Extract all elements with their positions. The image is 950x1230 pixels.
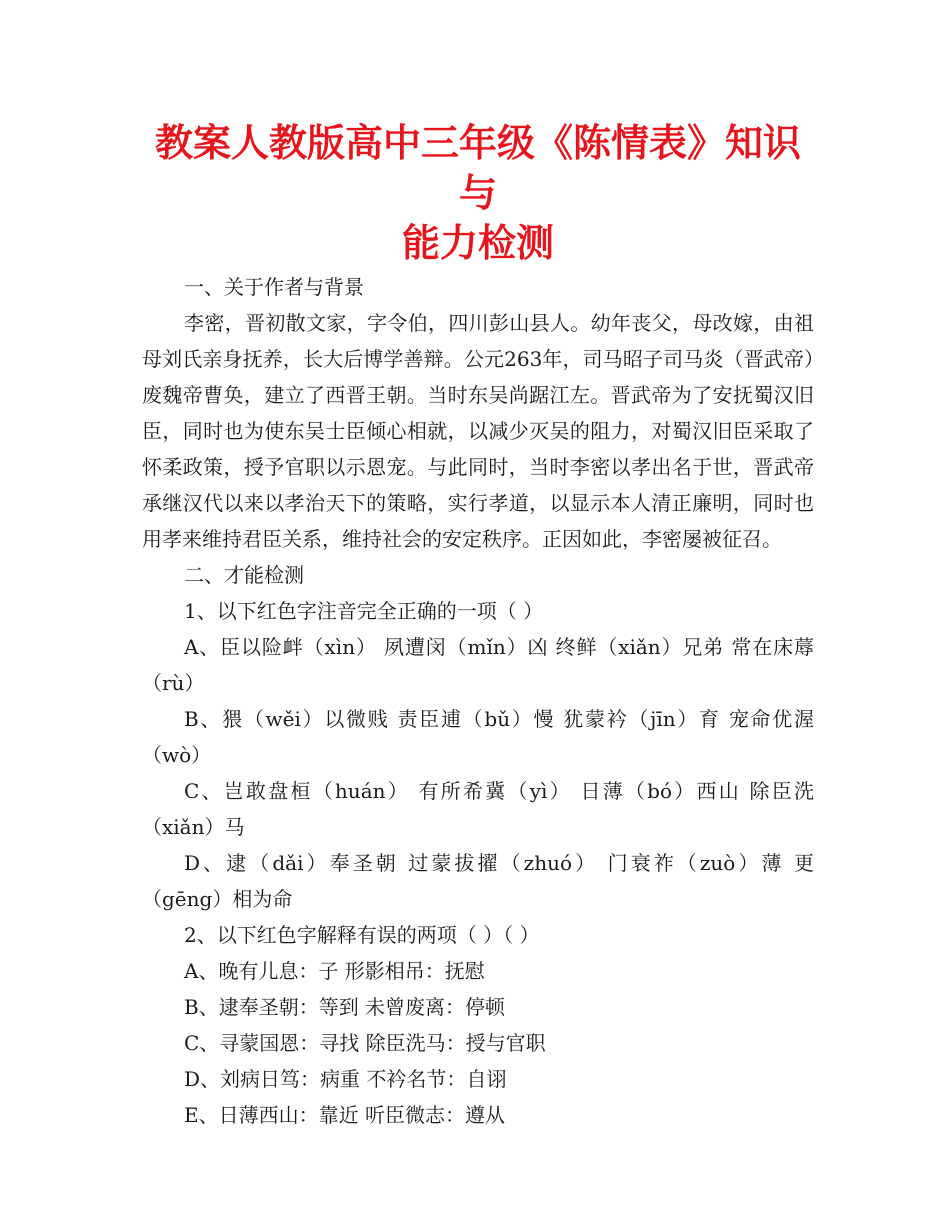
section-2-heading: 二、才能检测 xyxy=(184,563,304,587)
section-1-paragraph: 李密，晋初散文家，字令伯，四川彭山县人。幼年丧父，母改嫁，由祖母刘氏亲身抚养，长大后博学善辩。公元263年，司马昭子司马炎（晋武帝）废魏帝曹奂，建立了西晋王朝。当时东吴尚踞江左。晋武帝为了安抚蜀汉旧臣，同时也为使东吴士臣倾心相就，以减少灭吴的阻力，对蜀汉旧臣采取了怀柔政策，授予官职以示恩宠。与此同时，当时李密以孝出名于世，晋武帝承继汉代以来以孝治天下的策略，实行孝道，以显示本人清正廉明，同时也用孝来维持君臣关系，维持社会的安定秩序。正因如此，李密屡被征召。 xyxy=(142,311,814,551)
question-1-stem: 1、以下红色字注音完全正确的一项（ ） xyxy=(184,599,544,623)
question-1-option-a: A、臣以险衅（xìn） 夙遭闵（mǐn）凶 终鲜（xiǎn）兄弟 常在床蓐（rù） xyxy=(142,635,814,695)
title-line-2: 能力检测 xyxy=(401,221,554,265)
question-2-option-e: E、日薄西山：靠近 听臣微志：遵从 xyxy=(184,1103,505,1127)
question-1-option-d: D、逮（dǎi）奉圣朝 过蒙拔擢（zhuó） 门衰祚（zuò）薄 更（gēng）相为命 xyxy=(142,851,814,911)
question-1-option-c: C、岂敢盘桓（huán） 有所希冀（yì） 日薄（bó）西山 除臣洗（xiǎn）马 xyxy=(142,779,814,839)
question-2-option-b: B、逮奉圣朝：等到 未曾废离：停顿 xyxy=(184,995,506,1019)
question-2-option-d: D、刘病日笃：病重 不衿名节：自诩 xyxy=(184,1067,507,1091)
question-2-option-c: C、寻蒙国恩：寻找 除臣洗马：授与官职 xyxy=(184,1031,546,1055)
document-body xyxy=(142,269,814,1133)
document-title xyxy=(142,118,814,268)
title-line-1: 教案人教版高中三年级《陈情表》知识与 xyxy=(154,121,801,215)
section-1-heading: 一、关于作者与背景 xyxy=(184,275,364,299)
question-2-option-a: A、晚有儿息：子 形影相吊：抚慰 xyxy=(184,959,485,983)
question-1-option-b: B、猥（wěi）以微贱 责臣逋（bǔ）慢 犹蒙衿（jīn）育 宠命优渥（wò） xyxy=(142,707,814,767)
document-page xyxy=(142,118,814,1133)
question-2-stem: 2、以下红色字解释有误的两项（ ）（ ） xyxy=(184,923,540,947)
